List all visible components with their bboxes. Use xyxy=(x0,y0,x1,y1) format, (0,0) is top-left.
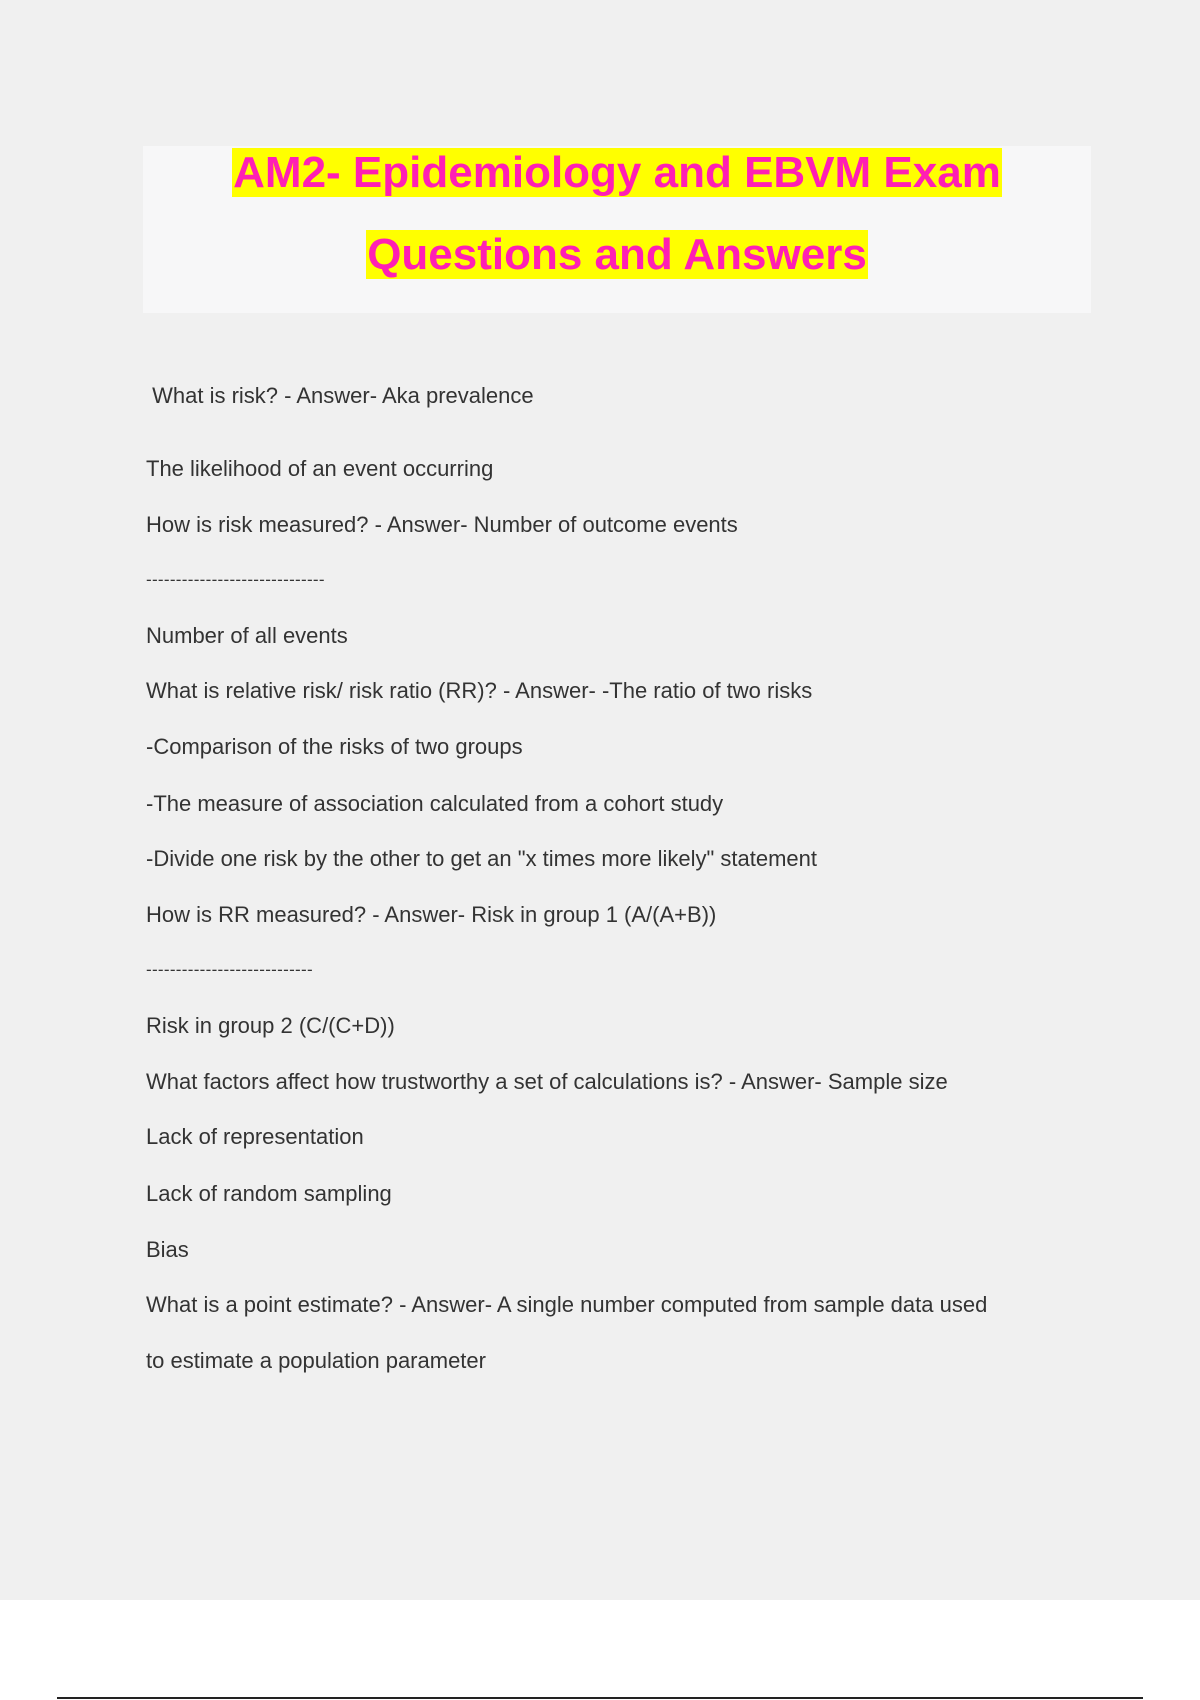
qa-line: How is RR measured? - Answer- Risk in group 1 (A/(A+B)) xyxy=(146,902,717,927)
title-line-1-text: AM2- Epidemiology and EBVM Exam xyxy=(233,148,1001,197)
title-line-2 xyxy=(143,229,1091,281)
title-block xyxy=(143,146,1091,313)
qa-line: -The measure of association calculated from a cohort study xyxy=(146,791,724,816)
qa-line: Bias xyxy=(146,1237,189,1262)
qa-line: What factors affect how trustworthy a set of calculations is? - Answer- Sample size xyxy=(146,1069,948,1094)
separator-line: ---------------------------- xyxy=(146,960,313,979)
title-line-2-text: Questions and Answers xyxy=(367,230,867,279)
qa-line: -Divide one risk by the other to get an "x times more likely" statement xyxy=(146,846,818,871)
qa-line: to estimate a population parameter xyxy=(146,1348,486,1373)
page-footer xyxy=(0,1600,1200,1700)
qa-line: How is risk measured? - Answer- Number of outcome events xyxy=(146,512,738,537)
qa-line: What is risk? - Answer- Aka prevalence xyxy=(146,383,534,408)
qa-line: Number of all events xyxy=(146,623,348,648)
separator-line: ------------------------------ xyxy=(146,570,325,589)
title-line-1 xyxy=(143,147,1091,199)
qa-line: Lack of random sampling xyxy=(146,1181,392,1206)
qa-line: Risk in group 2 (C/(C+D)) xyxy=(146,1013,395,1038)
qa-line: The likelihood of an event occurring xyxy=(146,456,494,481)
qa-line: What is relative risk/ risk ratio (RR)? - Answer- -The ratio of two risks xyxy=(146,678,813,703)
qa-line: What is a point estimate? - Answer- A single number computed from sample data used xyxy=(146,1292,988,1317)
qa-line: Lack of representation xyxy=(146,1124,364,1149)
qa-line: -Comparison of the risks of two groups xyxy=(146,734,523,759)
footer-divider xyxy=(57,1697,1143,1699)
